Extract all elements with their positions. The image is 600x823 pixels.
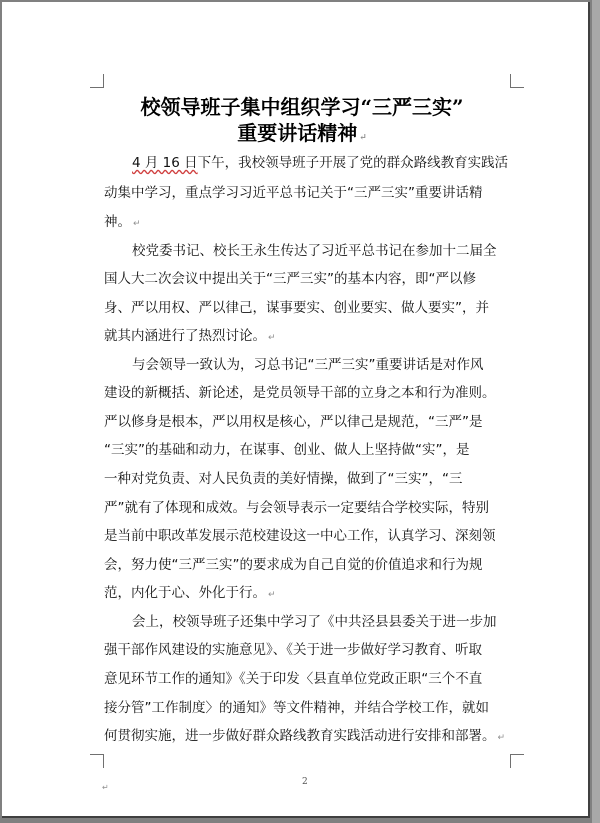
paragraph-4-line-5: 何贯彻实施，进一步做好群众路线教育实践活动进行安排和部署。 ↵ (104, 728, 506, 744)
paragraph-4-line-3: 意见环节工作的通知》《关于印发〈县直单位党政正职“三个不直 (104, 671, 483, 687)
paragraph-3-line-1: 与会领导一致认为，习总书记“三严三实”重要讲话是对作风 (132, 357, 484, 373)
paragraph-3-line-7: 是当前中职改革发展示范校建设这一中心工作，认真学习、深刻领 (104, 528, 496, 544)
paragraph-3-line-9: 范，内化于心、外化于行。 ↵ (104, 585, 276, 601)
paragraph-mark-icon: ↵ (359, 133, 367, 143)
paragraph-mark-icon: ↵ (497, 733, 506, 743)
paragraph-3-line-5: 一种对党负责、对人民负责的美好情操，做到了“三实”，“三 (104, 471, 463, 487)
paragraph-mark-icon: ↵ (268, 590, 276, 600)
page-number: 2 (302, 777, 308, 787)
paragraph-mark-icon: ↵ (133, 219, 141, 229)
crop-mark-bottom-left (90, 754, 104, 768)
paragraph-4-line-4: 接分管”工作制度〉的通知》等文件精神，并结合学校工作，就如 (104, 700, 489, 716)
scrollbar-gutter[interactable] (592, 0, 600, 823)
paragraph-2-line-3: 身、严以用权、严以律己，谋事要实、创业要实、做人要实”，并 (104, 300, 489, 316)
paragraph-2-line-1: 校党委书记、校长王永生传达了习近平总书记在参加十二届全 (132, 243, 497, 259)
document-page (2, 2, 590, 818)
crop-mark-bottom-right (510, 754, 524, 768)
crop-mark-top-left (90, 74, 104, 88)
paragraph-mark-icon: ↵ (268, 333, 276, 343)
document-title-line-2: 重要讲话精神 ↵ (237, 121, 367, 145)
document-title-line-1: 校领导班子集中组织学习“三严三实” (140, 95, 464, 119)
paragraph-4-line-1: 会上，校领导班子还集中学习了《中共泾县县委关于进一步加 (132, 614, 497, 630)
paragraph-1-line-2: 动集中学习，重点学习习近平总书记关于“三严三实”重要讲话精 (104, 185, 483, 201)
paragraph-3-line-3: 严以修身是根本，严以用权是核心，严以律己是规范，“三严”是 (104, 414, 483, 430)
paragraph-1-line-1: 4 月 16 日下午，我校领导班子开展了党的群众路线教育实践活 (132, 155, 509, 171)
paragraph-1-line-3: 神。 ↵ (104, 214, 141, 230)
paragraph-3-line-6: 严”就有了体现和成效。与会领导表示一定要结合学校实际，特别 (104, 500, 489, 516)
paragraph-2-line-4: 就其内涵进行了热烈讨论。 ↵ (104, 328, 276, 344)
paragraph-4-line-2: 强干部作风建设的实施意见》、《关于进一步做好学习教育、听取 (104, 642, 482, 658)
crop-mark-top-right (510, 74, 524, 88)
paragraph-3-line-2: 建设的新概括、新论述，是党员领导干部的立身之本和行为准则。 (104, 385, 496, 401)
paragraph-3-line-8: 会，努力使“三严三实”的要求成为自己自觉的价值追求和行为规 (104, 557, 483, 573)
footer-paragraph-mark-icon: ↵ (102, 783, 109, 792)
date-text: 4 月 16 日 (132, 155, 198, 171)
paragraph-2-line-2: 国人大二次会议中提出关于“三严三实”的基本内容，即“严以修 (104, 271, 476, 287)
paragraph-3-line-4: “三实”的基础和动力，在谋事、创业、做人上坚持做“实”，是 (104, 442, 470, 458)
